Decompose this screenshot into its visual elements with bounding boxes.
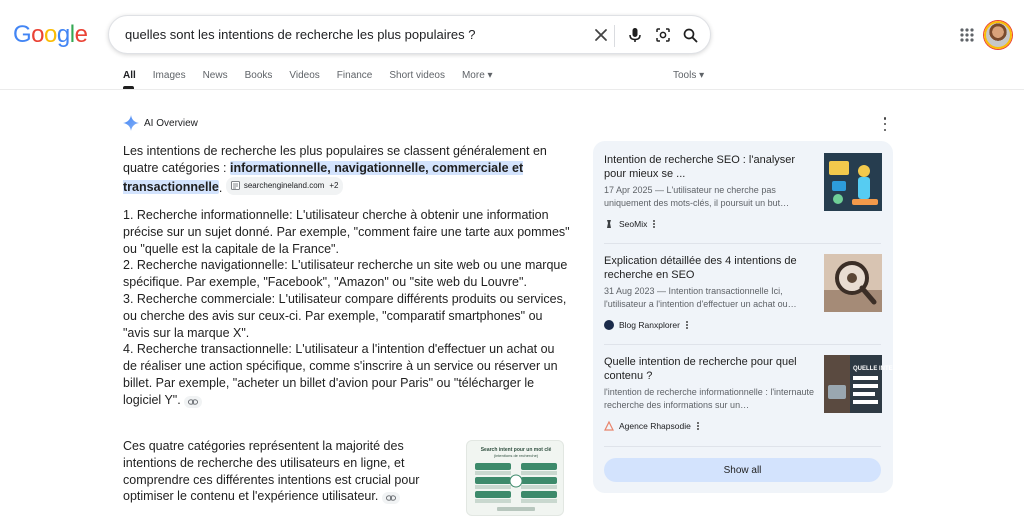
- sources-panel: [593, 141, 1020, 493]
- microphone-icon[interactable]: [625, 25, 645, 45]
- source-site-name: Blog Ranxplorer: [619, 320, 680, 330]
- source-chip-site: searchengineland.com: [243, 180, 325, 190]
- intro-highlight: informationnelle, navigationnelle, commerciale et transactionnelle: [123, 160, 524, 195]
- tab-finance[interactable]: Finance: [336, 70, 373, 81]
- source-title[interactable]: Intention de recherche SEO : l'analyser pour mieux se ...: [604, 154, 796, 180]
- source-options-icon[interactable]: [697, 422, 699, 430]
- link-icon: [188, 399, 198, 405]
- ai-overview-header: [123, 115, 198, 131]
- logo-letter: o: [31, 21, 45, 48]
- source-snippet: 17 Apr 2025 — L'utilisateur ne cherche pas uniquement des mots-clés, il poursuit un but…: [604, 185, 790, 208]
- content-intent-illustration: [824, 355, 1020, 413]
- apps-grid-icon[interactable]: [958, 26, 976, 44]
- ai-overview-intro: [123, 143, 570, 196]
- clear-icon[interactable]: [591, 25, 611, 45]
- logo-letter: l: [69, 21, 75, 48]
- source-snippet: 31 Aug 2023 — Intention transactionnelle Ici, l'utilisateur a l'intention d'effectuer un achat ou…: [604, 286, 797, 309]
- ai-overview-summary: [123, 438, 458, 505]
- diagram-graphic: [467, 441, 565, 517]
- source-site-name: SeoMix: [619, 219, 648, 229]
- diagram-title: Search intent pour un mot clé: [480, 447, 552, 453]
- camera-lens-icon[interactable]: [653, 25, 673, 45]
- header-divider: [0, 89, 1024, 90]
- diagram-subtitle: (intentions de recherche): [493, 453, 539, 458]
- magnifier-photo: [824, 254, 882, 312]
- search-intent-diagram-thumbnail[interactable]: [466, 440, 564, 516]
- tools-button[interactable]: Tools ▾: [673, 70, 705, 81]
- search-box[interactable]: [108, 15, 711, 54]
- source-divider: [604, 446, 881, 447]
- source-card[interactable]: [604, 153, 881, 235]
- source-card[interactable]: [604, 254, 881, 336]
- list-item: 3. Recherche commerciale: L'utilisateur compare différents produits ou services, ou cherche des avis sur ceux-ci. Par exemple, "comparatif smartphones" ou "avis sur la marque X".: [123, 291, 567, 340]
- link-chip[interactable]: [382, 492, 400, 504]
- source-thumbnail[interactable]: [824, 153, 882, 211]
- tab-books[interactable]: Books: [244, 70, 273, 81]
- source-thumbnail[interactable]: [824, 254, 882, 312]
- tab-all[interactable]: All: [123, 70, 136, 81]
- ai-overview-list: [123, 207, 570, 409]
- source-options-icon[interactable]: [686, 321, 688, 329]
- source-title[interactable]: Explication détaillée des 4 intentions de recherche en SEO: [604, 255, 797, 281]
- source-site[interactable]: [604, 219, 655, 229]
- thumb-headline: QUELLE INTENTION RECHERCHE POUR QUEL CONTENU: [853, 366, 1020, 372]
- source-thumbnail[interactable]: [824, 355, 1020, 413]
- source-options-icon[interactable]: [653, 220, 655, 228]
- search-tabs: [123, 70, 510, 84]
- site-favicon-icon: [231, 181, 240, 190]
- tab-more[interactable]: More ▾: [461, 70, 493, 81]
- show-all-button[interactable]: Show all: [604, 458, 881, 482]
- source-chip-count: +2: [329, 180, 339, 190]
- summary-text: Ces quatre catégories représentent la majorité des intentions de recherche des utilisateurs en ligne, et comprendre ces différentes intentions est crucial pour optimiser le contenu et l'expérience utilisateur.: [123, 439, 420, 504]
- rhapsodie-favicon-icon: [604, 421, 614, 431]
- source-divider: [604, 243, 881, 244]
- source-chip[interactable]: [226, 177, 344, 196]
- source-title[interactable]: Quelle intention de recherche pour quel contenu ?: [604, 356, 797, 382]
- tab-images[interactable]: Images: [152, 70, 186, 81]
- intro-end: .: [218, 180, 223, 195]
- logo-letter: o: [44, 21, 57, 48]
- gemini-sparkle-icon: [123, 115, 139, 131]
- source-snippet: l'intention de recherche informationnelle : l'internaute recherche des informations sur un…: [604, 387, 815, 410]
- link-chip[interactable]: [184, 396, 202, 408]
- source-card[interactable]: [604, 355, 1020, 437]
- ai-overview-label: AI Overview: [144, 117, 198, 129]
- list-item: [123, 341, 570, 408]
- search-icon[interactable]: [680, 25, 700, 45]
- tab-videos[interactable]: Videos: [289, 70, 320, 81]
- seomix-favicon-icon: [604, 219, 614, 229]
- source-site[interactable]: [604, 421, 699, 431]
- logo-letter: g: [56, 21, 70, 48]
- google-logo[interactable]: [13, 21, 87, 49]
- search-divider: [614, 25, 615, 47]
- intro-text: Les intentions de recherche les plus populaires se classent généralement en quatre catégories :: [123, 144, 547, 175]
- source-divider: [604, 344, 881, 345]
- list-item-text: 4. Recherche transactionnelle: L'utilisateur a l'intention d'effectuer un achat ou de réaliser une action spécifique, comme s'inscrire à un service ou réserver un billet. Par exemple, "acheter un billet d'avion pour Paris" ou "télécharger le logiciel Y".: [123, 342, 558, 407]
- source-site-name: Agence Rhapsodie: [619, 421, 691, 431]
- source-site[interactable]: [604, 320, 688, 330]
- seo-illustration: [824, 153, 882, 211]
- search-input[interactable]: quelles sont les intentions de recherche les plus populaires ?: [125, 27, 476, 42]
- ranxplorer-favicon-icon: [604, 320, 614, 330]
- tab-news[interactable]: News: [202, 70, 228, 81]
- avatar[interactable]: [984, 21, 1012, 49]
- list-item: 2. Recherche navigationnelle: L'utilisateur recherche un site web ou une marque spécifique. Par exemple, "Facebook", "Amazon" ou "site web du Louvre".: [123, 258, 568, 290]
- logo-letter: e: [74, 21, 88, 48]
- logo-letter: G: [13, 21, 32, 48]
- tab-short-videos[interactable]: Short videos: [389, 70, 445, 81]
- more-options-icon[interactable]: [880, 117, 890, 131]
- list-item: 1. Recherche informationnelle: L'utilisateur cherche à obtenir une information précise sur un sujet donné. Par exemple, "comment faire une tarte aux pommes" ou "quelle est la capitale de la France".: [123, 208, 570, 256]
- link-icon: [386, 495, 396, 501]
